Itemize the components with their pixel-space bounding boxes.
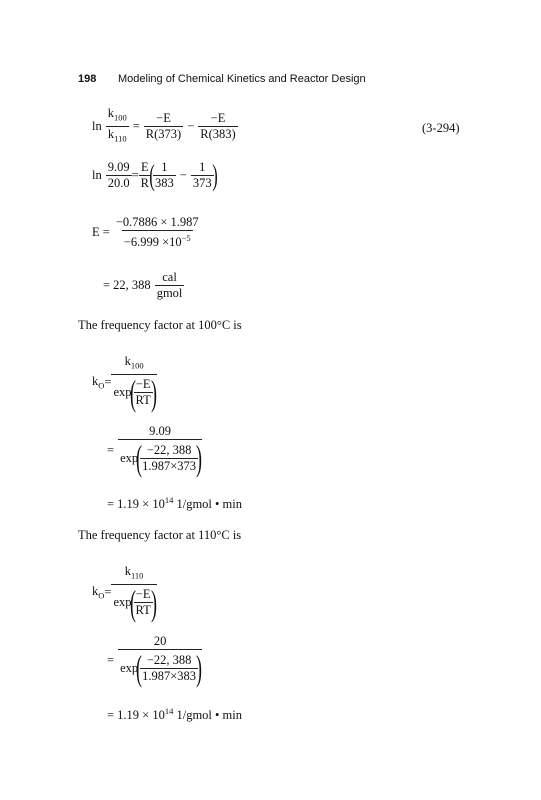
equation-E-calc: E = $\frac{-0.7886 \times 1.987}{-6.999 \times 10^{-5}}$	[92, 215, 199, 250]
ln-symbol: ln	[92, 118, 102, 133]
equation-3-294: ln $\frac{k_{100}}{k_{110}}$ = $\frac{-E}{R(373)}$ − $\frac{-E}{R(383)}$	[92, 106, 238, 146]
equation-ko-100: $k_O$ = $k_{100}$ exp ( $\frac{-E}{RT}$ )	[92, 354, 157, 413]
k-ratio-fraction: $\frac{k_{100}}{k_{110}}$	[106, 106, 129, 146]
running-title: Modeling of Chemical Kinetics and Reactor Design	[118, 73, 366, 85]
equation-ko-110-result: = $1.19 \times 10^{14}$ 1/gmol • min	[107, 706, 242, 723]
equation-ln-numeric: ln $\frac{9.09}{20.0}$ = $\frac{E}{R}$ ( $\frac{1}{383}$ − $\frac{1}{373}$ )	[92, 158, 218, 192]
equation-number: (3-294)	[422, 121, 460, 135]
equation-ko-110-numeric: = 20 exp ( $\frac{-22, 388}{1.987\times 383}$ )	[107, 634, 203, 688]
equation-E-result: = 22, 388 $\frac{\text{cal}}{\text{gmol}}$	[103, 270, 183, 300]
equation-ko-100-result: = $1.19 \times 10^{14}$ 1/gmol • min	[107, 495, 242, 512]
paragraph-frequency-100: The frequency factor at 100°C is	[78, 318, 242, 332]
paragraph-frequency-110: The frequency factor at 110°C is	[78, 528, 242, 542]
term-373: $\frac{-E}{R(373)}$	[145, 110, 182, 141]
equation-ko-110: $k_O$ = $k_{110}$ exp ( $\frac{-E}{RT}$ )	[92, 564, 157, 623]
page-number: 198	[78, 73, 97, 85]
term-383: $\frac{-E}{R(383)}$	[200, 110, 236, 141]
equation-ko-100-numeric: = 9.09 exp ( $\frac{-22, 388}{1.987\times 373}$ )	[107, 424, 203, 478]
